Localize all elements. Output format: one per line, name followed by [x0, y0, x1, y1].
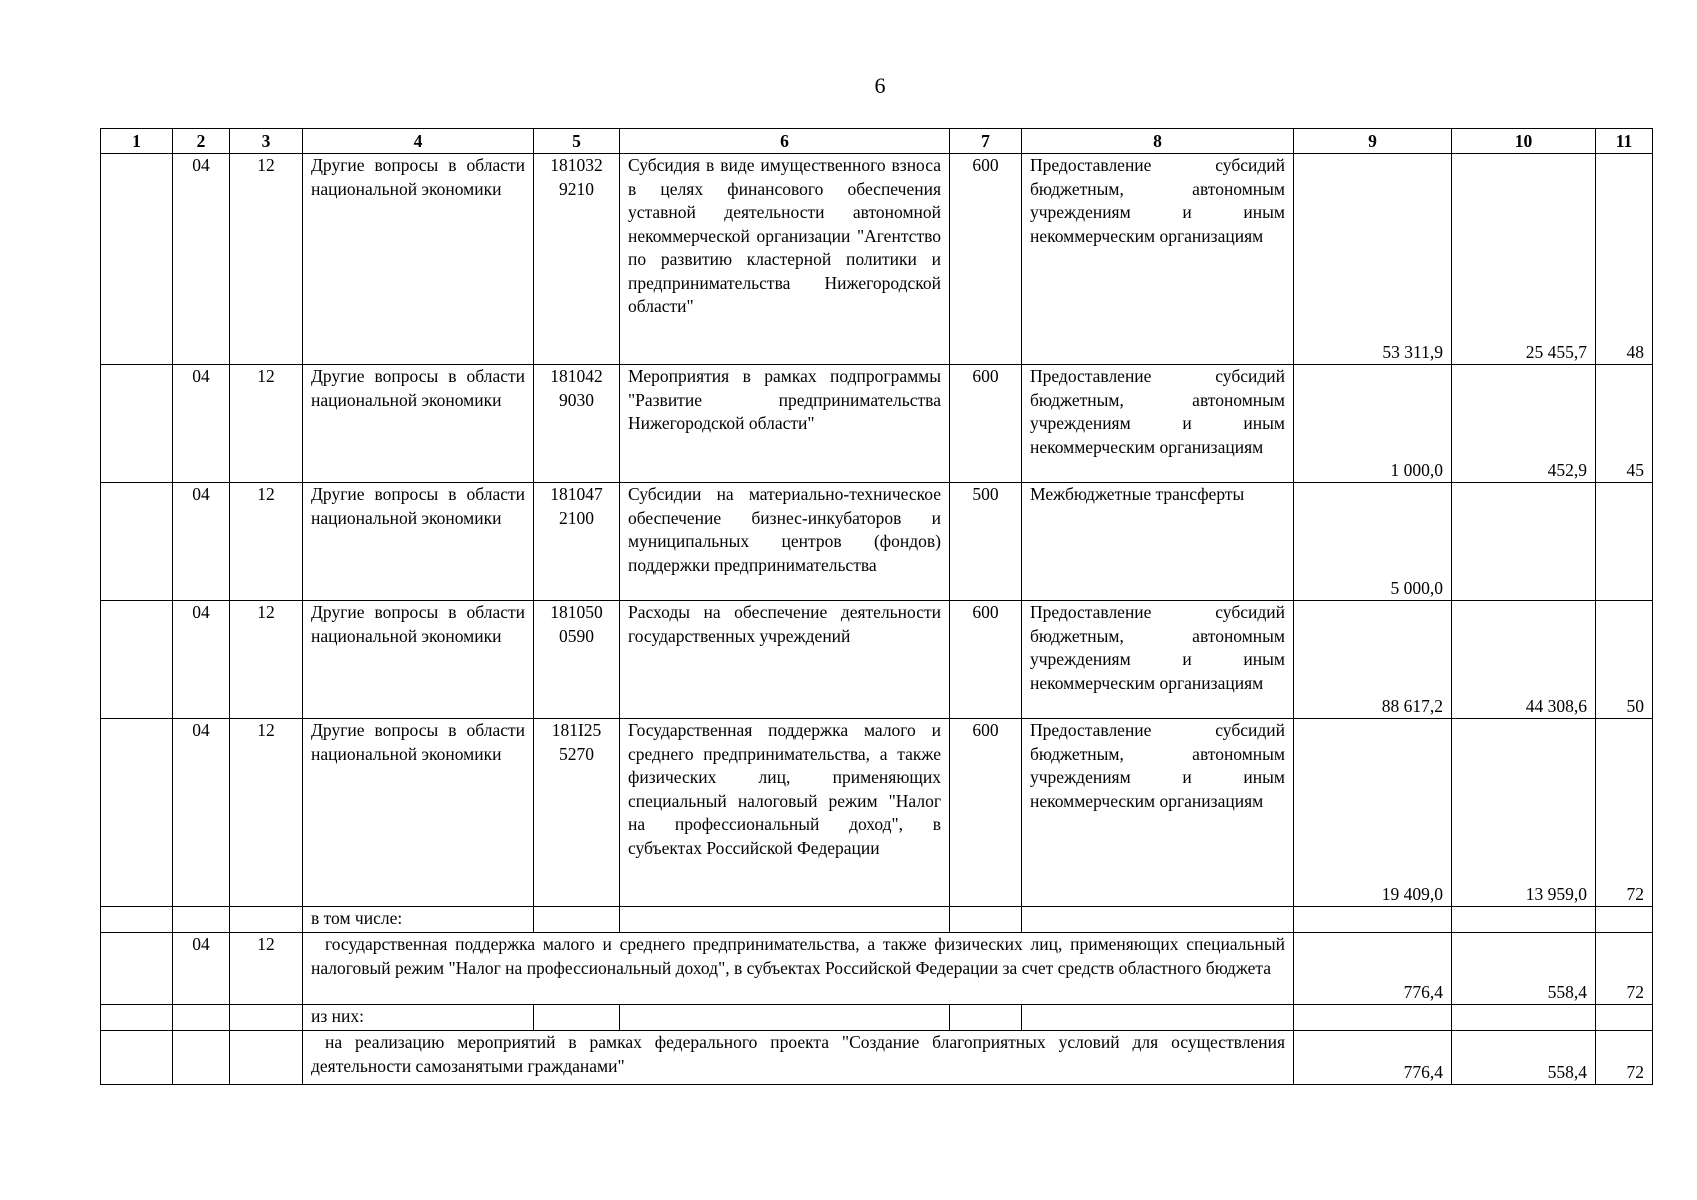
- including-row: [101, 907, 1653, 933]
- table-row: [101, 154, 1653, 365]
- header-cell: 10: [1452, 129, 1596, 154]
- table-row: [101, 365, 1653, 483]
- budget-table: [100, 128, 1653, 1085]
- cell-plan: 19 409,0: [1294, 719, 1452, 907]
- cell-percent: 50: [1596, 601, 1653, 719]
- cell-target-article: 181I25 5270: [534, 719, 620, 907]
- cell-col1: [101, 154, 173, 365]
- of-them-label: из них:: [303, 1005, 534, 1031]
- cell-expense-name: Предоставление субсидий бюджетным, автономным учреждениям и иным некоммерческим организациям: [1022, 601, 1294, 719]
- cell-percent: 72: [1596, 1031, 1653, 1085]
- cell-section-name: Другие вопросы в области национальной экономики: [303, 719, 534, 907]
- cell-plan: 1 000,0: [1294, 365, 1452, 483]
- header-cell: 3: [230, 129, 303, 154]
- cell-target-article: 181042 9030: [534, 365, 620, 483]
- including-label: в том числе:: [303, 907, 534, 933]
- sub-row: [101, 1031, 1653, 1085]
- header-cell: 4: [303, 129, 534, 154]
- cell-percent: 72: [1596, 719, 1653, 907]
- cell-section: 04: [173, 933, 230, 1005]
- cell-plan: 53 311,9: [1294, 154, 1452, 365]
- header-cell: 7: [950, 129, 1022, 154]
- table-row: [101, 719, 1653, 907]
- sub-row-text: государственная поддержка малого и среднего предпринимательства, а также физических лиц, применяющих специальный налоговый режим "Налог на профессиональный доход", в субъектах Российской Федерации за счет средств областного бюджета: [303, 933, 1294, 1005]
- cell-target-article: 181032 9210: [534, 154, 620, 365]
- header-cell: 1: [101, 129, 173, 154]
- cell-fact: 558,4: [1452, 933, 1596, 1005]
- cell-section-name: Другие вопросы в области национальной экономики: [303, 365, 534, 483]
- cell-article-name: Субсидии на материально-техническое обеспечение бизнес-инкубаторов и муниципальных центров (фондов) поддержки предпринимательства: [620, 483, 950, 601]
- cell-article-name: Субсидия в виде имущественного взноса в целях финансового обеспечения уставной деятельности автономной некоммерческой организации "Агентство по развитию кластерной политики и предпринимательства Нижегородской области": [620, 154, 950, 365]
- header-row: [101, 129, 1653, 154]
- cell-section: 04: [173, 719, 230, 907]
- cell-expense-name: Предоставление субсидий бюджетным, автономным учреждениям и иным некоммерческим организациям: [1022, 719, 1294, 907]
- header-cell: 5: [534, 129, 620, 154]
- table-row: [101, 601, 1653, 719]
- cell-fact: 452,9: [1452, 365, 1596, 483]
- cell-subsection: 12: [230, 154, 303, 365]
- cell-fact: 44 308,6: [1452, 601, 1596, 719]
- cell-expense-type: 600: [950, 365, 1022, 483]
- cell-section: 04: [173, 601, 230, 719]
- cell-section-name: Другие вопросы в области национальной экономики: [303, 483, 534, 601]
- cell-percent: [1596, 483, 1653, 601]
- cell-section-name: Другие вопросы в области национальной экономики: [303, 154, 534, 365]
- cell-fact: 25 455,7: [1452, 154, 1596, 365]
- cell-col1: [101, 483, 173, 601]
- cell-plan: 776,4: [1294, 933, 1452, 1005]
- cell-fact: 558,4: [1452, 1031, 1596, 1085]
- cell-article-name: Расходы на обеспечение деятельности государственных учреждений: [620, 601, 950, 719]
- cell-expense-type: 500: [950, 483, 1022, 601]
- cell-col1: [101, 365, 173, 483]
- header-cell: 11: [1596, 129, 1653, 154]
- cell-plan: 88 617,2: [1294, 601, 1452, 719]
- cell-article-name: Государственная поддержка малого и среднего предпринимательства, а также физических лиц, применяющих специальный налоговый режим "Налог на профессиональный доход", в субъектах Российской Федерации: [620, 719, 950, 907]
- cell-percent: 45: [1596, 365, 1653, 483]
- header-cell: 6: [620, 129, 950, 154]
- page-number: 6: [874, 73, 886, 98]
- cell-section-name: Другие вопросы в области национальной экономики: [303, 601, 534, 719]
- cell-plan: 5 000,0: [1294, 483, 1452, 601]
- cell-expense-name: Предоставление субсидий бюджетным, автономным учреждениям и иным некоммерческим организациям: [1022, 365, 1294, 483]
- cell-percent: 48: [1596, 154, 1653, 365]
- cell-article-name: Мероприятия в рамках подпрограммы "Развитие предпринимательства Нижегородской области": [620, 365, 950, 483]
- cell-expense-type: 600: [950, 719, 1022, 907]
- cell-expense-type: 600: [950, 601, 1022, 719]
- header-cell: 2: [173, 129, 230, 154]
- cell-target-article: 181050 0590: [534, 601, 620, 719]
- cell-subsection: 12: [230, 933, 303, 1005]
- cell-section: 04: [173, 365, 230, 483]
- cell-section: 04: [173, 483, 230, 601]
- cell-subsection: 12: [230, 365, 303, 483]
- sub-row-text: на реализацию мероприятий в рамках федерального проекта "Создание благоприятных условий для осуществления деятельности самозанятыми гражданами": [303, 1031, 1294, 1085]
- header-cell: 9: [1294, 129, 1452, 154]
- table-row: [101, 483, 1653, 601]
- cell-percent: 72: [1596, 933, 1653, 1005]
- cell-fact: 13 959,0: [1452, 719, 1596, 907]
- cell-col1: [101, 719, 173, 907]
- cell-fact: [1452, 483, 1596, 601]
- sub-row: [101, 933, 1653, 1005]
- of-them-row: [101, 1005, 1653, 1031]
- cell-expense-type: 600: [950, 154, 1022, 365]
- header-cell: 8: [1022, 129, 1294, 154]
- cell-subsection: 12: [230, 719, 303, 907]
- cell-subsection: 12: [230, 483, 303, 601]
- cell-expense-name: Межбюджетные трансферты: [1022, 483, 1294, 601]
- cell-subsection: 12: [230, 601, 303, 719]
- cell-target-article: 181047 2100: [534, 483, 620, 601]
- cell-section: 04: [173, 154, 230, 365]
- cell-plan: 776,4: [1294, 1031, 1452, 1085]
- cell-col1: [101, 601, 173, 719]
- cell-expense-name: Предоставление субсидий бюджетным, автономным учреждениям и иным некоммерческим организациям: [1022, 154, 1294, 365]
